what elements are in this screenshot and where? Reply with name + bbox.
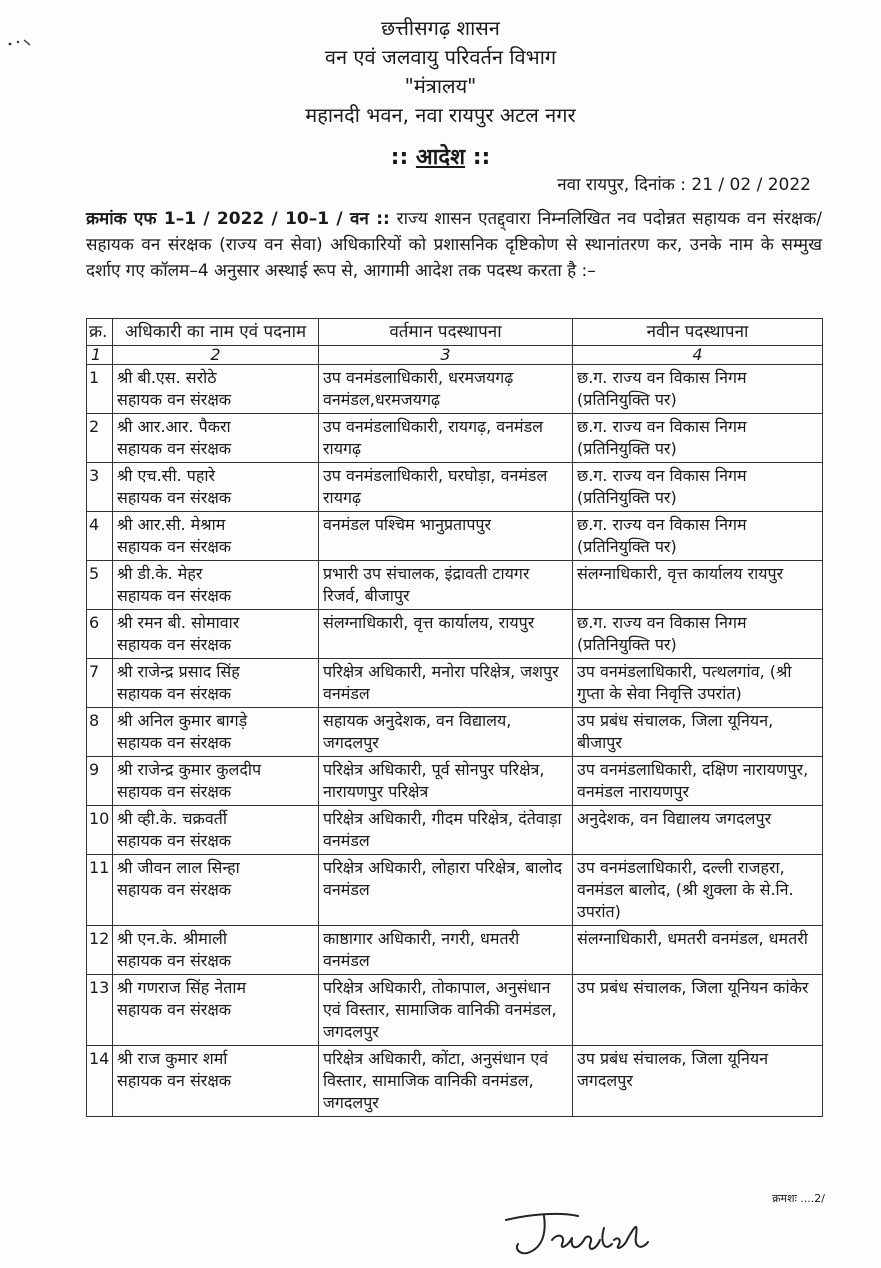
order-paragraph xyxy=(86,206,822,284)
row-current-posting: उप वनमंडलाधिकारी, रायगढ़, वनमंडल रायगढ़ xyxy=(319,414,573,463)
row-new-posting: छ.ग. राज्य वन विकास निगम (प्रतिनियुक्ति पर) xyxy=(573,414,823,463)
table-row xyxy=(87,708,823,757)
order-title: :: आदेश :: xyxy=(390,145,491,170)
row-officer: श्री जीवन लाल सिन्हा सहायक वन संरक्षक xyxy=(113,855,319,926)
continued-note: क्रमशः ....2/ xyxy=(772,1192,825,1205)
table-row xyxy=(87,659,823,708)
header-new: नवीन पदस्थापना xyxy=(573,319,823,346)
order-text: राज्य शासन एतद्द्वारा निम्नलिखित नव पदोन्नत सहायक वन संरक्षक/सहायक वन संरक्षक (राज्य वन सेवा) अधिकारियों को प्रशासनिक दृष्टिकोण से स्थानांतरण कर, उनके नाम के सम्मुख दर्शाए गए कॉलम–4 अनुसार अस्थाई रूप से, आगामी आदेश तक पदस्थ करता है :– xyxy=(86,209,822,281)
row-current-posting: परिक्षेत्र अधिकारी, पूर्व सोनपुर परिक्षेत्र, नारायणपुर परिक्षेत्र xyxy=(319,757,573,806)
row-officer: श्री राजेन्द्र प्रसाद सिंह सहायक वन संरक्षक xyxy=(113,659,319,708)
row-serial: 7 xyxy=(87,659,113,708)
row-officer: श्री व्ही.के. चक्रवर्ती सहायक वन संरक्षक xyxy=(113,806,319,855)
row-new-posting: उप वनमंडलाधिकारी, पत्थलगांव, (श्री गुप्ता के सेवा निवृत्ति उपरांत) xyxy=(573,659,823,708)
row-current-posting: उप वनमंडलाधिकारी, घरघोड़ा, वनमंडल रायगढ़ xyxy=(319,463,573,512)
column-number-row: 1 2 3 4 xyxy=(87,346,823,365)
row-current-posting: उप वनमंडलाधिकारी, धरमजयगढ़ वनमंडल,धरमजयगढ़ xyxy=(319,365,573,414)
row-officer: श्री राजेन्द्र कुमार कुलदीप सहायक वन संरक्षक xyxy=(113,757,319,806)
order-title-word: आदेश xyxy=(415,145,466,170)
row-serial: 5 xyxy=(87,561,113,610)
row-officer: श्री रमन बी. सोमावार सहायक वन संरक्षक xyxy=(113,610,319,659)
row-current-posting: प्रभारी उप संचालक, इंद्रावती टायगर रिजर्व, बीजापुर xyxy=(319,561,573,610)
row-current-posting: परिक्षेत्र अधिकारी, गीदम परिक्षेत्र, दंतेवाड़ा वनमंडल xyxy=(319,806,573,855)
row-officer: श्री आर.सी. मेश्राम सहायक वन संरक्षक xyxy=(113,512,319,561)
scan-marks xyxy=(6,36,36,52)
row-current-posting: सहायक अनुदेशक, वन विद्यालय, जगदलपुर xyxy=(319,708,573,757)
row-current-posting: परिक्षेत्र अधिकारी, कोंटा, अनुसंधान एवं विस्तार, सामाजिक वानिकी वनमंडल, जगदलपुर xyxy=(319,1046,573,1117)
table-row xyxy=(87,975,823,1046)
address: महानदी भवन, नवा रायपुर अटल नगर xyxy=(305,103,576,127)
table-row xyxy=(87,414,823,463)
row-serial: 8 xyxy=(87,708,113,757)
department-name: वन एवं जलवायु परिवर्तन विभाग xyxy=(324,45,557,69)
row-serial: 11 xyxy=(87,855,113,926)
place-date: नवा रायपुर, दिनांक : 21 / 02 / 2022 xyxy=(557,175,811,195)
row-serial: 10 xyxy=(87,806,113,855)
row-officer: श्री अनिल कुमार बागड़े सहायक वन संरक्षक xyxy=(113,708,319,757)
signature xyxy=(500,1206,660,1262)
table-row xyxy=(87,610,823,659)
row-serial: 3 xyxy=(87,463,113,512)
table-row xyxy=(87,463,823,512)
table-row xyxy=(87,561,823,610)
row-current-posting: संलग्नाधिकारी, वृत्त कार्यालय, रायपुर xyxy=(319,610,573,659)
row-officer: श्री एच.सी. पहारे सहायक वन संरक्षक xyxy=(113,463,319,512)
header-sn: क्र. xyxy=(87,319,113,346)
row-current-posting: काष्ठागार अधिकारी, नगरी, धमतरी वनमंडल xyxy=(319,926,573,975)
row-serial: 12 xyxy=(87,926,113,975)
letterhead xyxy=(0,14,881,130)
row-current-posting: वनमंडल पश्चिम भानुप्रतापपुर xyxy=(319,512,573,561)
table-row xyxy=(87,855,823,926)
row-new-posting: संलग्नाधिकारी, वृत्त कार्यालय रायपुर xyxy=(573,561,823,610)
row-serial: 13 xyxy=(87,975,113,1046)
row-current-posting: परिक्षेत्र अधिकारी, लोहारा परिक्षेत्र, बालोद वनमंडल xyxy=(319,855,573,926)
table-row xyxy=(87,1046,823,1117)
table-row xyxy=(87,757,823,806)
row-new-posting: छ.ग. राज्य वन विकास निगम (प्रतिनियुक्ति पर) xyxy=(573,365,823,414)
row-officer: श्री डी.के. मेहर सहायक वन संरक्षक xyxy=(113,561,319,610)
row-new-posting: छ.ग. राज्य वन विकास निगम (प्रतिनियुक्ति पर) xyxy=(573,512,823,561)
govt-name: छत्तीसगढ़ शासन xyxy=(381,16,500,40)
header-name: अधिकारी का नाम एवं पदनाम xyxy=(113,319,319,346)
table-row xyxy=(87,926,823,975)
row-new-posting: उप प्रबंध संचालक, जिला यूनियन कांकेर xyxy=(573,975,823,1046)
row-new-posting: उप वनमंडलाधिकारी, दल्ली राजहरा, वनमंडल बालोद, (श्री शुक्ला के से.नि. उपरांत) xyxy=(573,855,823,926)
row-current-posting: परिक्षेत्र अधिकारी, तोकापाल, अनुसंधान एवं विस्तार, सामाजिक वानिकी वनमंडल, जगदलपुर xyxy=(319,975,573,1046)
row-officer: श्री आर.आर. पैकरा सहायक वन संरक्षक xyxy=(113,414,319,463)
order-reference: क्रमांक एफ 1–1 / 2022 / 10–1 / वन :: xyxy=(86,209,390,229)
row-officer: श्री बी.एस. सरोठे सहायक वन संरक्षक xyxy=(113,365,319,414)
row-new-posting: छ.ग. राज्य वन विकास निगम (प्रतिनियुक्ति पर) xyxy=(573,610,823,659)
table-row xyxy=(87,365,823,414)
table-row xyxy=(87,806,823,855)
row-serial: 14 xyxy=(87,1046,113,1117)
row-serial: 9 xyxy=(87,757,113,806)
row-current-posting: परिक्षेत्र अधिकारी, मनोरा परिक्षेत्र, जशपुर वनमंडल xyxy=(319,659,573,708)
row-new-posting: संलग्नाधिकारी, धमतरी वनमंडल, धमतरी xyxy=(573,926,823,975)
row-serial: 6 xyxy=(87,610,113,659)
row-serial: 1 xyxy=(87,365,113,414)
transfer-table xyxy=(86,318,823,1117)
header-current: वर्तमान पदस्थापना xyxy=(319,319,573,346)
row-officer: श्री राज कुमार शर्मा सहायक वन संरक्षक xyxy=(113,1046,319,1117)
row-serial: 4 xyxy=(87,512,113,561)
table-header-row xyxy=(87,319,823,346)
row-officer: श्री एन.के. श्रीमाली सहायक वन संरक्षक xyxy=(113,926,319,975)
row-new-posting: छ.ग. राज्य वन विकास निगम (प्रतिनियुक्ति पर) xyxy=(573,463,823,512)
table-row xyxy=(87,512,823,561)
row-new-posting: उप प्रबंध संचालक, जिला यूनियन, बीजापुर xyxy=(573,708,823,757)
row-officer: श्री गणराज सिंह नेताम सहायक वन संरक्षक xyxy=(113,975,319,1046)
ministry-label: "मंत्रालय" xyxy=(404,74,477,98)
row-serial: 2 xyxy=(87,414,113,463)
row-new-posting: उप वनमंडलाधिकारी, दक्षिण नारायणपुर, वनमंडल नारायणपुर xyxy=(573,757,823,806)
row-new-posting: अनुदेशक, वन विद्यालय जगदलपुर xyxy=(573,806,823,855)
row-new-posting: उप प्रबंध संचालक, जिला यूनियन जगदलपुर xyxy=(573,1046,823,1117)
